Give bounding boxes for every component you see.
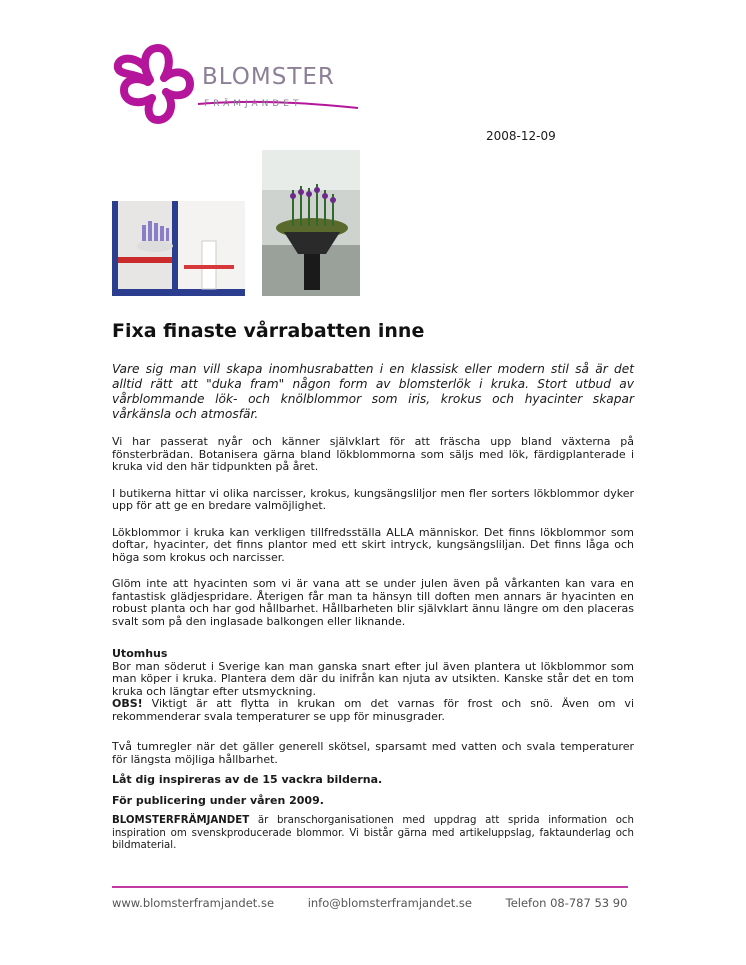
brand-subname: FRÄMJANDET (204, 99, 303, 109)
paragraph: Vi har passerat nyår och känner självklart för att fräscha upp bland växterna på fönsterbrädan. Botanisera gärna bland lökblommorna som säljs med lök, färdigplanterade i kruka vid den här tidpunkten på året. (112, 435, 634, 473)
photo-iris-moss-bowl (262, 150, 360, 296)
paragraph: Lökblommor i kruka kan verkligen tillfredsställa ALLA människor. Det finns lökblommor som doftar, hyacinter, det finns plantor med ett skirt intryck, kungsängslilјan. Det finns låga och höga som krokus och narcisser. (112, 525, 634, 564)
care-text: Två tumregler när det gäller generell skötsel, sparsamt med vatten och svala temperaturer för längsta möjliga hållbarhet. (112, 740, 634, 766)
footer-website-link[interactable]: www.blomsterframjandet.se (112, 896, 275, 910)
article-body (112, 362, 634, 853)
obs-paragraph (112, 698, 634, 723)
article-lead: Vare sig man vill skapa inomhusrabatten i en klassisk eller modern stil så är det alltid rätt att "duka fram" någon form av blomsterlök i kruka. Stort utbud av vårblommande lök- och knölblommor som iris, krokus och hyacinter skapar vårkänsla och atmosfär. (112, 362, 634, 421)
document-date: 2008-12-09 (486, 129, 556, 143)
paragraph: Glöm inte att hyacinten som vi är vana att se under julen även på vårkanten kan vara en fantastisk glädjespridare. Återigen får man ta hänsyn till doften men annars är hyacinten en robust planta och har god hållbarhet. Hållbarheten blir självklart ännu längre om den placeras svalt som på den inglasade balkongen eller liknande. (112, 577, 634, 628)
logo (110, 42, 360, 128)
obs-text: Viktigt är att flytta in krukan om det varnas för frost och snö. Även om vi rekommenderar svala temperaturer se upp för minusgrader. (112, 697, 634, 723)
org-name: BLOMSTERFRÄMJANDET (112, 815, 250, 826)
inspire-text: Låt dig inspireras av de 15 vackra bilderna. (112, 773, 383, 786)
footer-divider (112, 886, 628, 888)
org-text: är branschorganisationen med uppdrag att sprida information och inspiration om svenskproducerade blommor. Vi bistår gärna med artikeluppslag, faktaunderlag och bildmaterial. (112, 815, 634, 851)
outdoor-text: Bor man söderut i Sverige kan man ganska snart efter jul även plantera ut lökblommor som man köper i kruka. Plantera dem där du inifrån kan njuta av utsikten. Kanske står det en tom kruka och längtar efter utsmyckning. (112, 659, 634, 698)
footer-email-link[interactable]: info@blomsterframjandet.se (307, 896, 472, 910)
footer-phone: Telefon 08-787 53 90 (505, 896, 628, 910)
org-info (112, 815, 634, 853)
article-title: Fixa finaste vårrabatten inne (112, 320, 425, 342)
paragraph: I butikerna hittar vi olika narcisser, krokus, kungsängslilјor men fler sorters lökblommor dyker upp för att ge en bredare valmöjlighet. (112, 486, 634, 512)
outdoor-heading: Utomhus (112, 647, 168, 660)
footer (112, 896, 627, 910)
publish-text: För publicering under våren 2009. (112, 793, 324, 807)
photo-hyacinths-window (112, 201, 245, 296)
obs-label: OBS! (112, 697, 143, 710)
brand-name: BLOMSTER (202, 64, 335, 90)
